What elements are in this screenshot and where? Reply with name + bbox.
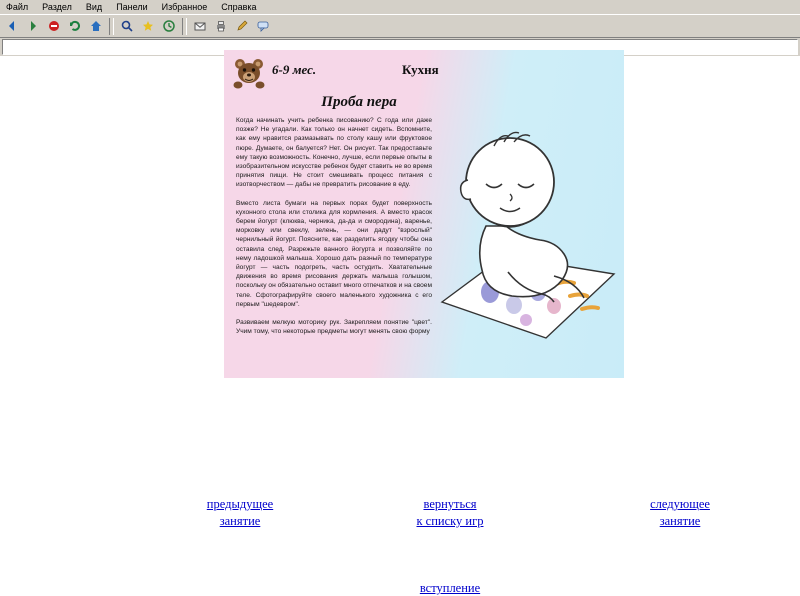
forward-arrow-icon bbox=[26, 19, 40, 33]
paragraph-2: Вместо листа бумаги на первых порах будет поверхность кухонного стола или столика для кормления. А вместо красок берем йогурт (клюква, черника, да-да и смородина), варенье, морковку или свеклу, зелень, — они дадут "взрослый" чернильный йогурт. Поясните, как разделить ягодку чтобы она оставила след. Разрежьте ванного йогурта и позволяйте по нему ладошкой малыша. Хорошо дать разный по температуре йогурт — часть подогреть, часть остудить. Хватательные движения во время рисования держать малыша голышом, поскольку он обязательно оставит много отпечатков и на своем теле. Сфотографируйте своего маленького художника с его первым "шедевром". bbox=[236, 199, 432, 308]
printer-icon bbox=[214, 19, 228, 33]
menu-bar[interactable] bbox=[0, 0, 800, 15]
menu-favorites[interactable]: Избранное bbox=[161, 2, 208, 12]
menu-view[interactable]: Вид bbox=[85, 2, 103, 12]
refresh-icon bbox=[68, 19, 82, 33]
page-viewport bbox=[0, 56, 800, 595]
toolbar-separator bbox=[109, 18, 114, 35]
stop-button[interactable] bbox=[44, 17, 64, 36]
activity-title: Проба пера bbox=[321, 94, 397, 110]
search-button[interactable] bbox=[117, 17, 137, 36]
paragraph-1: Когда начинать учить ребенка писованию? С года или даже позже? Не угадали. Как только он начнет сидеть. Вспомните, как ему нравится размазывать по столу кашу или фруктовое пюре. Думаете, он балуется? Нет. Он рисует. Так предоставьте ему такую возможность. Конечно, лучше, если первые опыты в изобразительном искусстве ребенок будет ставить не во время принятия пищи. Не стоит смешивать процесс питания с изотворчеством — дабы не превратить рисование в еду. bbox=[236, 117, 432, 189]
link-list-line2: к списку игр bbox=[416, 514, 484, 528]
home-icon bbox=[89, 19, 103, 33]
back-arrow-icon bbox=[5, 19, 19, 33]
link-back-to-list[interactable] bbox=[360, 496, 540, 530]
favorites-button[interactable] bbox=[138, 17, 158, 36]
star-icon bbox=[141, 19, 155, 33]
discuss-button[interactable] bbox=[253, 17, 273, 36]
link-list-line1: вернуться bbox=[423, 497, 477, 511]
print-button[interactable] bbox=[211, 17, 231, 36]
clock-icon bbox=[162, 19, 176, 33]
link-introduction[interactable]: вступление bbox=[419, 581, 481, 595]
forward-button[interactable] bbox=[23, 17, 43, 36]
link-next-line1: следующее bbox=[650, 497, 710, 511]
left-margin bbox=[0, 56, 16, 526]
link-previous-line2: занятие bbox=[219, 514, 261, 528]
link-previous-line1: предыдущее bbox=[206, 497, 274, 511]
home-button[interactable] bbox=[86, 17, 106, 36]
menu-file[interactable]: Файл bbox=[6, 2, 29, 12]
edit-button[interactable] bbox=[232, 17, 252, 36]
chat-icon bbox=[256, 19, 270, 33]
paragraph-3: Развиваем мелкую моторику рук. Закрепляем понятие "цвет". Учим тому, что некоторые предметы могут менять свою форму bbox=[236, 319, 432, 336]
navigation-links bbox=[0, 496, 800, 536]
mail-icon bbox=[193, 19, 207, 33]
stop-icon bbox=[47, 19, 61, 33]
history-button[interactable] bbox=[159, 17, 179, 36]
browser-toolbar[interactable] bbox=[0, 15, 800, 38]
baby-painting-illustration bbox=[434, 106, 622, 366]
age-range-label: 6-9 мес. bbox=[272, 62, 317, 77]
activity-text bbox=[236, 116, 432, 345]
link-next-activity[interactable] bbox=[590, 496, 770, 530]
room-label: Кухня bbox=[402, 62, 439, 77]
back-button[interactable] bbox=[2, 17, 22, 36]
toolbar-separator-2 bbox=[182, 18, 187, 35]
menu-panels[interactable]: Панели bbox=[116, 2, 148, 12]
search-icon bbox=[120, 19, 134, 33]
teddy-bear-icon bbox=[232, 56, 266, 90]
link-next-line2: занятие bbox=[659, 514, 701, 528]
refresh-button[interactable] bbox=[65, 17, 85, 36]
activity-card bbox=[224, 50, 624, 378]
menu-edit[interactable]: Раздел bbox=[42, 2, 72, 12]
mail-button[interactable] bbox=[190, 17, 210, 36]
pencil-icon bbox=[235, 19, 249, 33]
menu-help[interactable]: Справка bbox=[221, 2, 257, 12]
link-previous-activity[interactable] bbox=[150, 496, 330, 530]
